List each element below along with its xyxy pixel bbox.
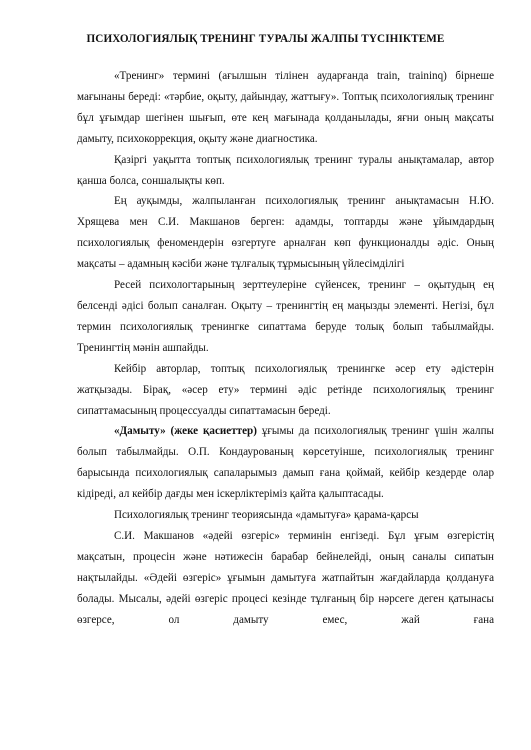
- paragraph-contrast-line: Психологиялық тренинг теориясында «дамытуға» қарама-қарсы: [114, 509, 419, 522]
- development-rest-text: ұғымы да психологиялық тренинг үшін жалпы болып табылмайды. О.П. Кондаурованың көрсетуінше, психологиялық тренинг барысында психологиялық сапаларымыз дамып ғана қоймай, кейбір кездерде олар кідіреді, ал кейбір дағды мен іскерліктеріміз қайта қалыптасады.: [77, 425, 494, 501]
- document-title: ПСИХОЛОГИЯЛЫҚ ТРЕНИНГ ТУРАЛЫ ЖАЛПЫ ТҮСІНІКТЕМЕ: [86, 33, 445, 45]
- document-body: [77, 66, 494, 630]
- paragraph-training-term: «Тренинг» термині (ағылшын тілінен аударғанда train, traininq) бірнеше мағынаны береді: «тәрбие, оқыту, дайындау, жаттығу». Топтық психологиялық тренинг бұл ұғымдар шегінен шығып, өте кең мағынада қолданылады, яғни оның мақсаты дамыту, психокоррекция, оқыту және диагностика.: [77, 70, 494, 145]
- paragraph-definitions-count: Қазіргі уақытта топтық психологиялық тренинг туралы анықтамалар, автор қанша болса, соншалықты көп.: [77, 153, 494, 187]
- paragraph-broad-definition: Ең ауқымды, жалпыланған психологиялық тренинг анықтамасын Н.Ю. Хрящева мен С.И. Макшанов берген: адамды, топтарды және ұйымдардың психологиялық феномендерін өзгертуге арналған көп функционалды әдіс. Оның мақсаты – адамның кәсіби және тұлғалық тұрмысының үйлесімділігі: [77, 195, 494, 271]
- paragraph-influence-methods: Кейбір авторлар, топтық психологиялық тренингке әсер ету әдістерін жатқызады. Бірақ, «әсер ету» термині әдіс ретінде психологиялық тренинг сипаттамасының процессуалды сипаттамасын береді.: [77, 362, 494, 417]
- paragraph-development-concept: [77, 421, 494, 505]
- paragraph-deliberate-change: С.И. Макшанов «әдейі өзгеріс» терминін енгізеді. Бұл ұғым өзгерістің мақсатын, процесін және нәтижесін барабар бейнелейді, оның саналы сипатын нақтылайды. «Әдейі өзгеріс» ұғымын дамытуға жатпайтын жағдайларда қолдануға болады. Мысалы, әдейі өзгеріс процесі кезінде тұлғаның бір нәрсеге деген қатынасы өзгерсе, ол дамыту емес, жай ғана: [77, 529, 494, 626]
- development-bold-lead: «Дамыту» (жеке қасиеттер): [114, 425, 257, 438]
- paragraph-russian-research: Ресей психологтарының зерттеулеріне сүйенсек, тренинг – оқытудың ең белсенді әдісі болып саналған. Оқыту – тренингтің ең маңызды элементі. Негізі, бұл термин психологиялық тренингке сипаттама беруде толық болып табылмайды. Тренингтің мәнін ашпайды.: [77, 279, 494, 354]
